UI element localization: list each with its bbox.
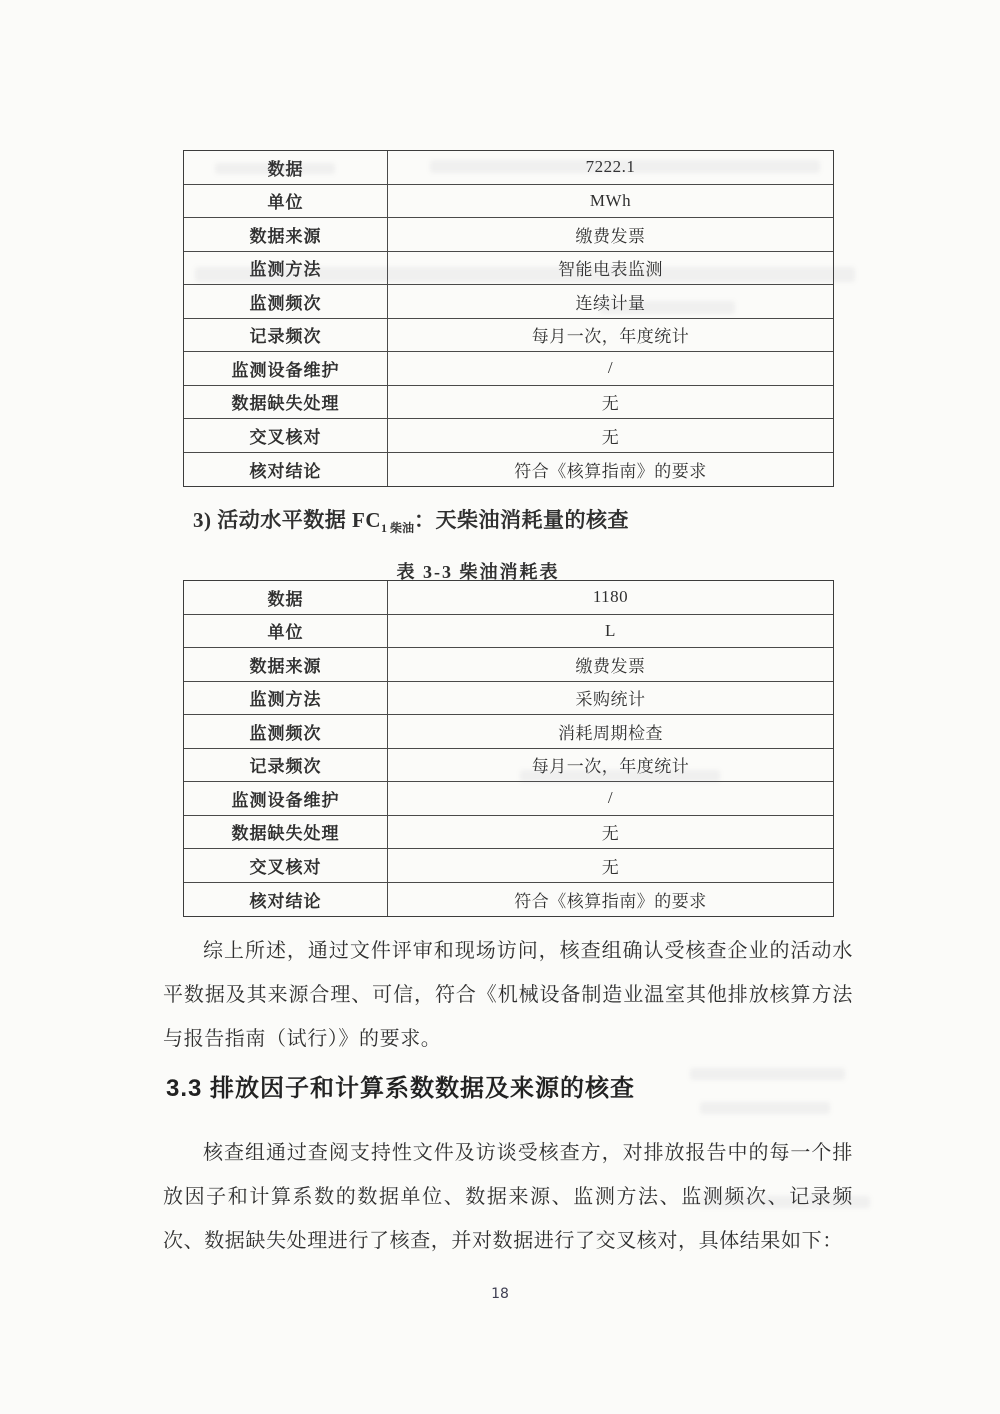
page-number: 18: [491, 1286, 509, 1302]
table-row: [184, 453, 833, 487]
row-value-cell: 无: [601, 427, 620, 447]
row-value-cell: 1180: [592, 587, 629, 607]
row-value-cell: 无: [601, 857, 620, 877]
row-value-cell: MWh: [589, 190, 632, 210]
row-header-cell: 数据缺失处理: [184, 816, 388, 849]
table-row: [184, 285, 833, 319]
row-value-cell: 智能电表监测: [558, 260, 663, 280]
row-header-cell: 记录频次: [184, 319, 388, 352]
row-value-cell: 连续计量: [575, 293, 646, 313]
bleed-through-artifact: [690, 1068, 845, 1080]
row-header-cell: 记录频次: [184, 749, 388, 782]
row-value-cell: /: [607, 788, 614, 808]
row-header-cell: 核对结论: [184, 453, 388, 487]
table-row: [184, 252, 833, 286]
factors-paragraph: 核查组通过查阅支持性文件及访谈受核查方，对排放报告中的每一个排放因子和计算系数的数据单位、数据来源、监测方法、监测频次、记录频次、数据缺失处理进行了核查，并对数据进行了交叉核对，具体结果如下：: [163, 1142, 853, 1252]
diesel-consumption-table: [183, 580, 834, 917]
row-header-cell: 单位: [184, 185, 388, 218]
table-row: [184, 782, 833, 816]
row-header-cell: 交叉核对: [184, 849, 388, 882]
row-header-cell: 单位: [184, 615, 388, 648]
row-value-cell: 每月一次，年度统计: [531, 757, 690, 777]
row-value-cell: 采购统计: [575, 690, 646, 710]
table-row: [184, 648, 833, 682]
table-row: [184, 386, 833, 420]
table-row: [184, 816, 833, 850]
row-value-cell: 缴费发票: [575, 656, 646, 676]
electricity-consumption-table: [183, 150, 834, 487]
table-row: [184, 185, 833, 219]
row-header-cell: 监测频次: [184, 285, 388, 318]
table-caption: 表 3-3 柴油消耗表: [396, 562, 560, 582]
row-value-cell: /: [607, 358, 614, 378]
row-value-cell: 7222.1: [585, 157, 636, 177]
subsection-heading-subscript: 1 柴油: [381, 521, 415, 535]
row-header-cell: 监测频次: [184, 715, 388, 748]
row-value-cell: 缴费发票: [575, 226, 646, 246]
row-value-cell: 无: [601, 394, 620, 414]
table-row: [184, 682, 833, 716]
row-value-cell: 符合《核算指南》的要求: [514, 461, 707, 481]
row-value-cell: 每月一次，年度统计: [531, 327, 690, 347]
table-row: [184, 218, 833, 252]
summary-paragraph: 综上所述，通过文件评审和现场访问，核查组确认受核查企业的活动水平数据及其来源合理、可信，符合《机械设备制造业温室其他排放核算方法与报告指南（试行）》的要求。: [163, 940, 853, 1050]
row-header-cell: 数据来源: [184, 218, 388, 251]
table-row: [184, 715, 833, 749]
row-header-cell: 数据来源: [184, 648, 388, 681]
row-header-cell: 数据缺失处理: [184, 386, 388, 419]
row-value-cell: 符合《核算指南》的要求: [514, 891, 707, 911]
row-value-cell: 无: [601, 824, 620, 844]
row-header-cell: 监测方法: [184, 252, 388, 285]
section-heading-3-3: 3.3 排放因子和计算系数数据及来源的核查: [166, 1075, 636, 1102]
row-header-cell: 数据: [184, 581, 388, 614]
table-row: [184, 352, 833, 386]
subsection-heading: [193, 504, 629, 536]
table-row: [184, 151, 833, 185]
table-row: [184, 319, 833, 353]
table-row: [184, 749, 833, 783]
row-header-cell: 监测设备维护: [184, 352, 388, 385]
row-header-cell: 交叉核对: [184, 419, 388, 452]
table-row: [184, 419, 833, 453]
table-row: [184, 615, 833, 649]
table-row: [184, 581, 833, 615]
row-header-cell: 监测设备维护: [184, 782, 388, 815]
table-row: [184, 883, 833, 917]
row-value-cell: L: [605, 620, 616, 640]
subsection-heading-prefix: 3) 活动水平数据 FC: [193, 508, 381, 532]
row-header-cell: 数据: [184, 151, 388, 184]
bleed-through-artifact: [700, 1102, 830, 1114]
table-row: [184, 849, 833, 883]
row-value-cell: 消耗周期检查: [558, 723, 663, 743]
subsection-heading-suffix: ：天柴油消耗量的核查: [414, 508, 630, 532]
row-header-cell: 监测方法: [184, 682, 388, 715]
row-header-cell: 核对结论: [184, 883, 388, 917]
